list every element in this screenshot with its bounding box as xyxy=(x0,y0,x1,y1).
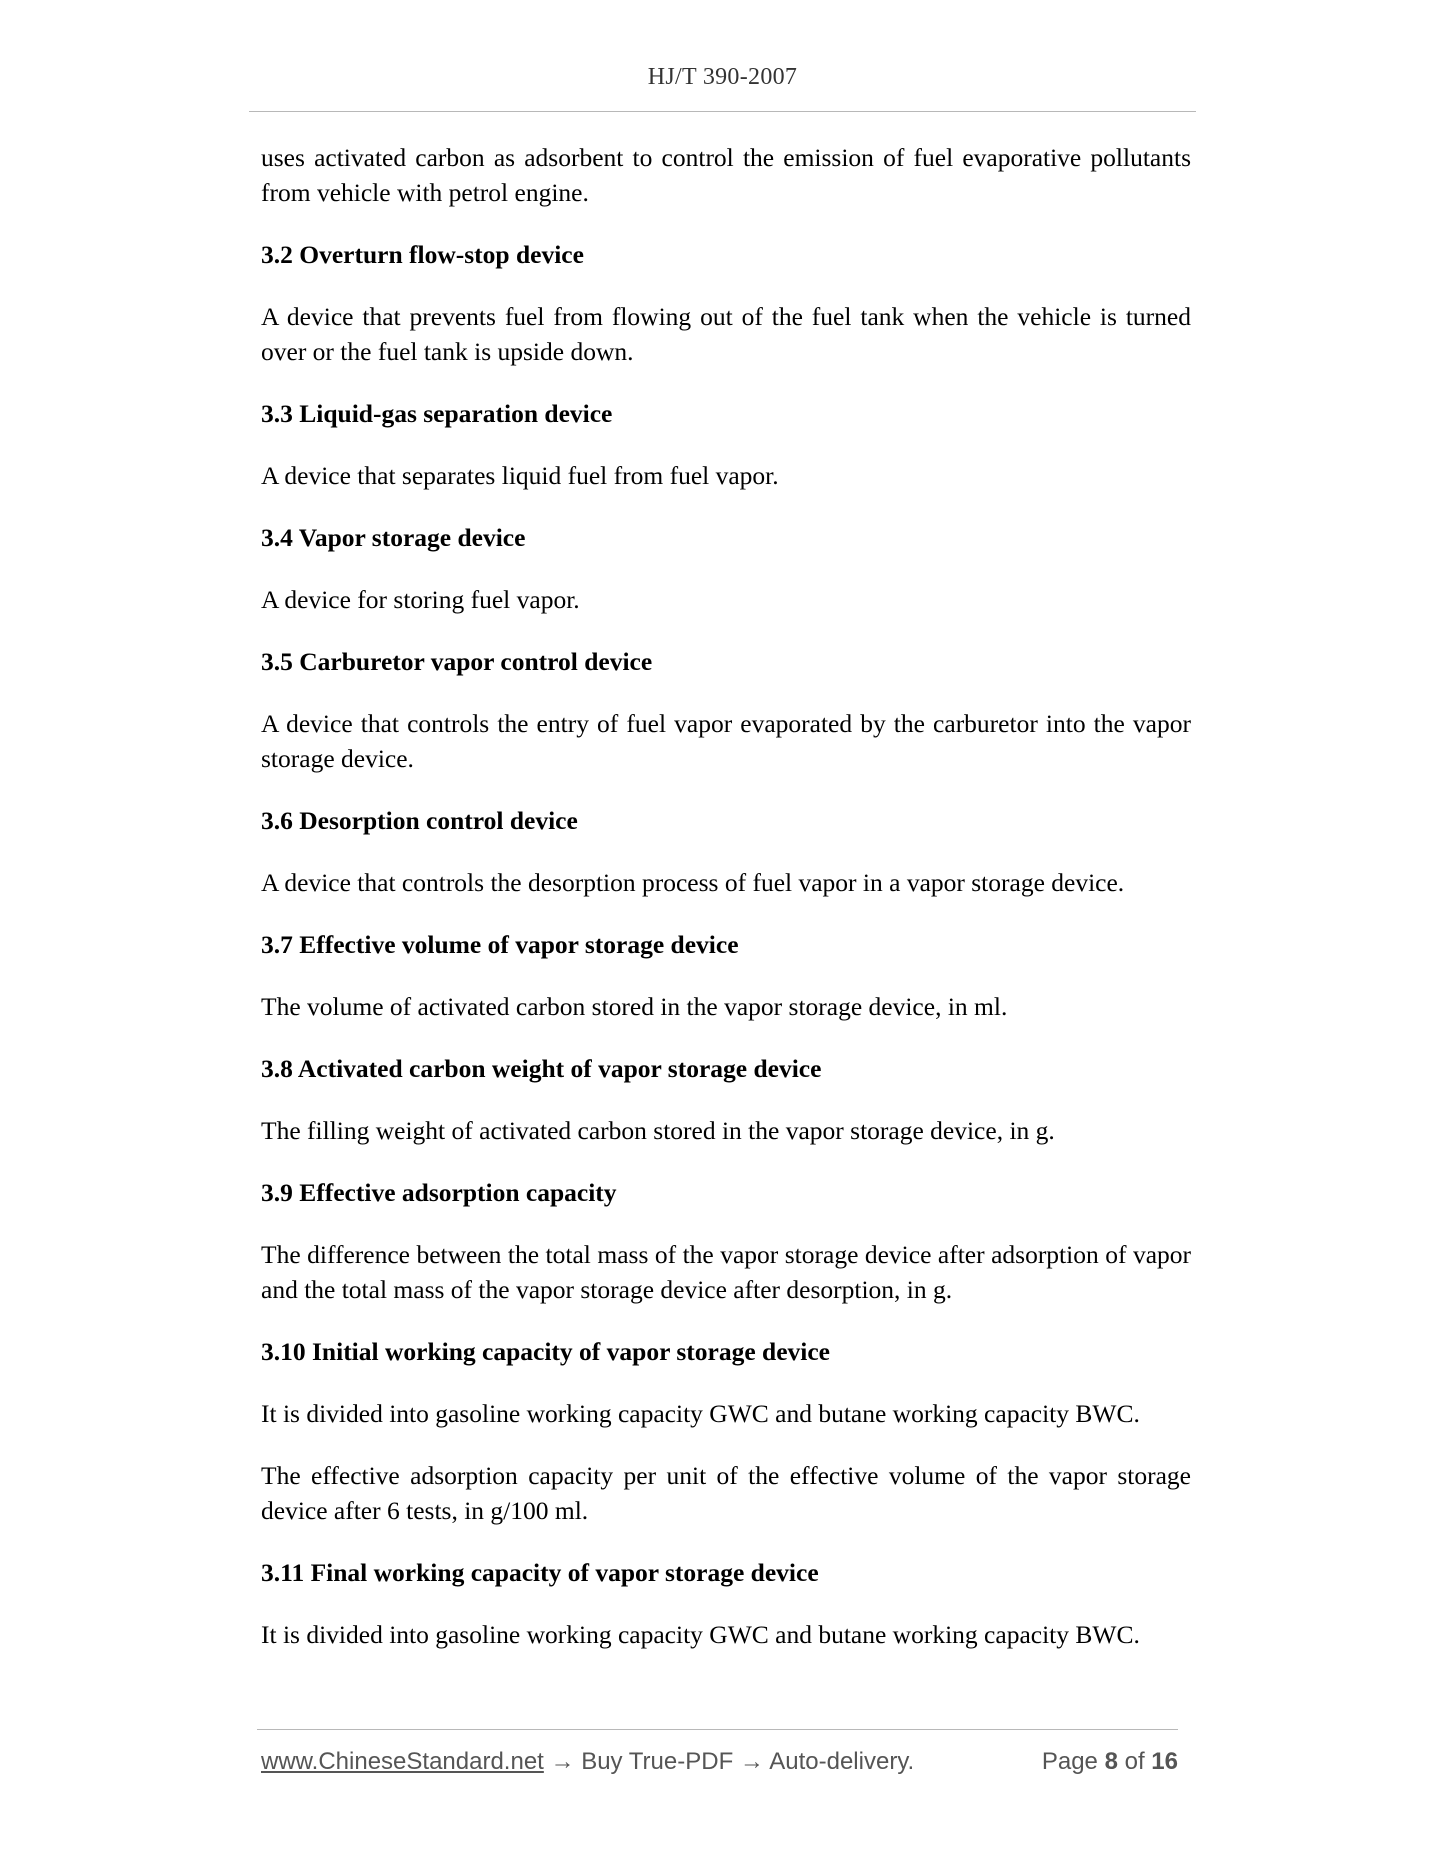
buy-true-pdf-text: Buy True-PDF xyxy=(581,1748,734,1775)
heading-3-5: 3.5 Carburetor vapor control device xyxy=(261,647,653,676)
paragraph-3-2: A device that prevents fuel from flowing out of the fuel tank when the vehicle is turned over or the fuel tank is upside down. xyxy=(261,302,1191,366)
page-footer xyxy=(261,1748,1178,1780)
auto-delivery-text: Auto-delivery. xyxy=(769,1748,915,1775)
page-total: 16 xyxy=(1151,1748,1178,1775)
arrow-right-icon: → xyxy=(550,1748,575,1775)
paragraph-3-8: The filling weight of activated carbon stored in the vapor storage device, in g. xyxy=(261,1116,1055,1145)
header-divider xyxy=(249,111,1196,112)
paragraph-3-7: The volume of activated carbon stored in the vapor storage device, in ml. xyxy=(261,992,1008,1021)
page-header-standard-number: HJ/T 390-2007 xyxy=(647,64,798,90)
page-label: Page xyxy=(1041,1748,1098,1775)
heading-3-9: 3.9 Effective adsorption capacity xyxy=(261,1178,617,1207)
footer-promo xyxy=(261,1748,914,1776)
paragraph-3-10-a: It is divided into gasoline working capacity GWC and butane working capacity BWC. xyxy=(261,1399,1140,1428)
page-indicator xyxy=(1042,1748,1178,1776)
site-link[interactable]: www.ChineseStandard.net xyxy=(261,1748,544,1775)
footer-divider xyxy=(257,1729,1178,1730)
paragraph-3-9: The difference between the total mass of the vapor storage device after adsorption of vapor and the total mass of the vapor storage device after desorption, in g. xyxy=(261,1240,1191,1304)
page-current: 8 xyxy=(1104,1748,1118,1775)
heading-3-10: 3.10 Initial working capacity of vapor storage device xyxy=(261,1337,830,1366)
paragraph-3-4: A device for storing fuel vapor. xyxy=(261,585,580,614)
paragraph-3-1-continued: uses activated carbon as adsorbent to control the emission of fuel evaporative pollutants from vehicle with petrol engine. xyxy=(261,143,1191,207)
arrow-right-icon: → xyxy=(739,1748,764,1775)
paragraph-3-6: A device that controls the desorption process of fuel vapor in a vapor storage device. xyxy=(261,868,1125,897)
paragraph-3-3: A device that separates liquid fuel from fuel vapor. xyxy=(261,461,779,490)
heading-3-4: 3.4 Vapor storage device xyxy=(261,523,526,552)
heading-3-2: 3.2 Overturn flow-stop device xyxy=(261,240,584,269)
heading-3-8: 3.8 Activated carbon weight of vapor storage device xyxy=(261,1054,822,1083)
heading-3-11: 3.11 Final working capacity of vapor storage device xyxy=(261,1558,819,1587)
paragraph-3-5: A device that controls the entry of fuel vapor evaporated by the carburetor into the vapor storage device. xyxy=(261,709,1191,773)
heading-3-3: 3.3 Liquid-gas separation device xyxy=(261,399,613,428)
paragraph-3-10-b: The effective adsorption capacity per unit of the effective volume of the vapor storage device after 6 tests, in g/100 ml. xyxy=(261,1461,1191,1525)
heading-3-6: 3.6 Desorption control device xyxy=(261,806,578,835)
document-body xyxy=(261,140,1191,1652)
of-label: of xyxy=(1124,1748,1145,1775)
paragraph-3-11: It is divided into gasoline working capacity GWC and butane working capacity BWC. xyxy=(261,1620,1140,1649)
heading-3-7: 3.7 Effective volume of vapor storage device xyxy=(261,930,739,959)
